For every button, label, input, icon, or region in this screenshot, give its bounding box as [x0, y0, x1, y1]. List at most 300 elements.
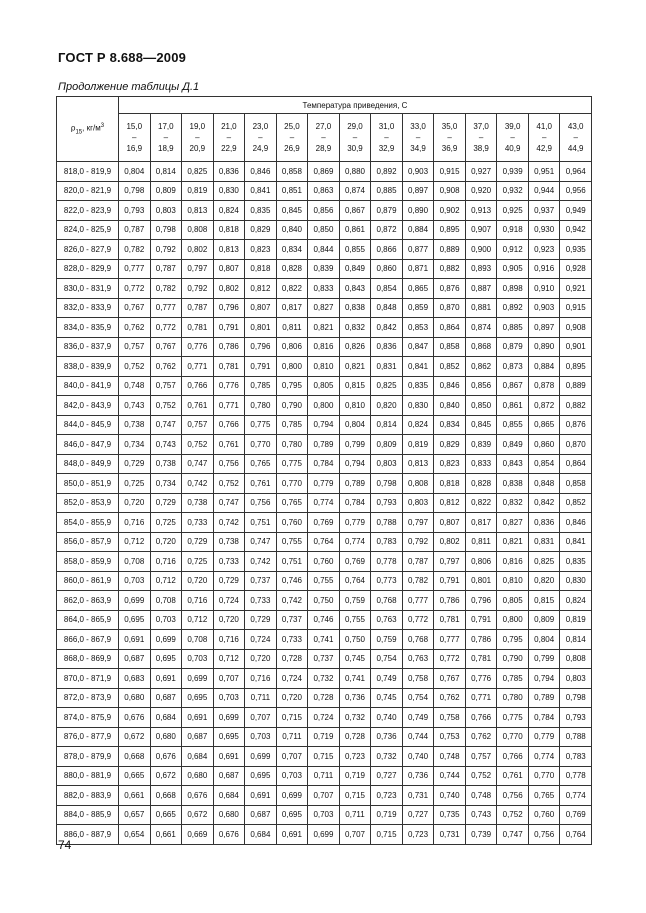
- density-range-cell: 822,0 - 823,9: [57, 201, 119, 221]
- coefficient-cell: 0,708: [182, 630, 214, 650]
- coefficient-cell: 0,699: [245, 747, 277, 767]
- coefficient-cell: 0,930: [528, 220, 560, 240]
- density-range-cell: 830,0 - 831,9: [57, 279, 119, 299]
- coefficient-cell: 0,852: [560, 493, 592, 513]
- coefficient-cell: 0,756: [213, 454, 245, 474]
- density-range-cell: 824,0 - 825,9: [57, 220, 119, 240]
- coefficient-cell: 0,823: [434, 454, 466, 474]
- coefficient-cell: 0,928: [560, 259, 592, 279]
- table-row: [57, 805, 592, 825]
- coefficient-cell: 0,793: [119, 201, 151, 221]
- coefficient-cell: 0,735: [434, 805, 466, 825]
- density-range-cell: 854,0 - 855,9: [57, 513, 119, 533]
- coefficient-cell: 0,775: [497, 708, 529, 728]
- coefficient-cell: 0,707: [276, 747, 308, 767]
- density-range-cell: 848,0 - 849,9: [57, 454, 119, 474]
- coefficient-cell: 0,770: [245, 435, 277, 455]
- coefficient-cell: 0,729: [182, 532, 214, 552]
- coefficient-cell: 0,862: [465, 357, 497, 377]
- density-range-cell: 876,0 - 877,9: [57, 727, 119, 747]
- coefficient-cell: 0,839: [308, 259, 340, 279]
- coefficient-cell: 0,865: [528, 415, 560, 435]
- range-end: 30,9: [347, 144, 363, 153]
- coefficient-cell: 0,747: [182, 454, 214, 474]
- coefficient-cell: 0,752: [213, 474, 245, 494]
- coefficient-cell: 0,856: [308, 201, 340, 221]
- coefficient-cell: 0,752: [119, 357, 151, 377]
- coefficient-cell: 0,804: [119, 162, 151, 182]
- coefficient-cell: 0,920: [465, 181, 497, 201]
- coefficient-cell: 0,830: [213, 181, 245, 201]
- coefficient-cell: 0,781: [182, 318, 214, 338]
- coefficient-cell: 0,699: [150, 630, 182, 650]
- range-start: 41,0: [536, 122, 552, 131]
- coefficient-cell: 0,925: [497, 201, 529, 221]
- coefficient-cell: 0,742: [276, 591, 308, 611]
- coefficient-cell: 0,763: [402, 649, 434, 669]
- coefficient-cell: 0,680: [119, 688, 151, 708]
- coefficient-cell: 0,672: [182, 805, 214, 825]
- coefficient-cell: 0,885: [371, 181, 403, 201]
- coefficient-cell: 0,761: [497, 766, 529, 786]
- coefficient-cell: 0,728: [276, 649, 308, 669]
- coefficient-cell: 0,863: [308, 181, 340, 201]
- coefficient-cell: 0,738: [119, 415, 151, 435]
- density-range-cell: 870,0 - 871,9: [57, 669, 119, 689]
- coefficient-cell: 0,804: [339, 415, 371, 435]
- coefficient-cell: 0,790: [497, 649, 529, 669]
- coefficient-cell: 0,752: [182, 435, 214, 455]
- density-range-cell: 844,0 - 845,9: [57, 415, 119, 435]
- coefficient-cell: 0,842: [528, 493, 560, 513]
- coefficient-cell: 0,699: [213, 708, 245, 728]
- coefficient-cell: 0,672: [119, 727, 151, 747]
- range-start: 19,0: [189, 122, 206, 131]
- coefficient-cell: 0,771: [213, 396, 245, 416]
- table-caption: Продолжение таблицы Д.1: [58, 81, 200, 93]
- coefficient-cell: 0,756: [245, 493, 277, 513]
- coefficient-cell: 0,816: [497, 552, 529, 572]
- coefficient-cell: 0,876: [560, 415, 592, 435]
- coefficient-cell: 0,703: [182, 649, 214, 669]
- coefficient-cell: 0,776: [213, 376, 245, 396]
- coefficient-cell: 0,741: [308, 630, 340, 650]
- coefficient-cell: 0,847: [402, 337, 434, 357]
- table-row: [57, 474, 592, 494]
- coefficient-cell: 0,792: [182, 279, 214, 299]
- coefficient-cell: 0,687: [245, 805, 277, 825]
- temperature-range-header: [339, 114, 371, 162]
- coefficient-cell: 0,746: [308, 610, 340, 630]
- coefficient-cell: 0,769: [339, 552, 371, 572]
- coefficient-cell: 0,719: [339, 766, 371, 786]
- coefficient-cell: 0,874: [339, 181, 371, 201]
- density-range-cell: 842,0 - 843,9: [57, 396, 119, 416]
- coefficient-cell: 0,840: [276, 220, 308, 240]
- coefficient-cell: 0,873: [497, 357, 529, 377]
- coefficient-cell: 0,732: [339, 708, 371, 728]
- coefficient-cell: 0,725: [150, 513, 182, 533]
- coefficient-cell: 0,858: [434, 337, 466, 357]
- coefficient-cell: 0,808: [182, 220, 214, 240]
- coefficient-cell: 0,745: [371, 688, 403, 708]
- coefficient-cell: 0,811: [276, 318, 308, 338]
- coefficient-cell: 0,742: [182, 474, 214, 494]
- coefficient-cell: 0,752: [465, 766, 497, 786]
- coefficient-cell: 0,695: [119, 610, 151, 630]
- temperature-range-header: [528, 114, 560, 162]
- coefficient-cell: 0,743: [119, 396, 151, 416]
- coefficient-cell: 0,913: [465, 201, 497, 221]
- density-range-cell: 832,0 - 833,9: [57, 298, 119, 318]
- temperature-range-row: [57, 114, 592, 162]
- range-end: 26,9: [284, 144, 300, 153]
- coefficient-cell: 0,684: [245, 825, 277, 845]
- range-end: 22,9: [221, 144, 237, 153]
- coefficient-cell: 0,826: [339, 337, 371, 357]
- coefficient-cell: 0,848: [371, 298, 403, 318]
- range-dash: –: [573, 133, 578, 142]
- coefficient-cell: 0,684: [150, 708, 182, 728]
- coefficient-cell: 0,781: [213, 357, 245, 377]
- rho-symbol: ρ: [70, 123, 76, 133]
- coefficient-cell: 0,699: [308, 825, 340, 845]
- coefficient-cell: 0,703: [276, 766, 308, 786]
- range-dash: –: [321, 133, 326, 142]
- coefficient-cell: 0,796: [213, 298, 245, 318]
- coefficient-cell: 0,879: [371, 201, 403, 221]
- coefficient-cell: 0,738: [213, 532, 245, 552]
- coefficient-cell: 0,872: [528, 396, 560, 416]
- coefficient-cell: 0,907: [465, 220, 497, 240]
- coefficient-cell: 0,691: [276, 825, 308, 845]
- coefficient-cell: 0,794: [528, 669, 560, 689]
- coefficient-cell: 0,895: [434, 220, 466, 240]
- coefficient-cell: 0,684: [182, 747, 214, 767]
- coefficient-cell: 0,754: [402, 688, 434, 708]
- table-row: [57, 162, 592, 182]
- coefficient-cell: 0,810: [497, 571, 529, 591]
- coefficient-cell: 0,792: [402, 532, 434, 552]
- coefficient-cell: 0,731: [402, 786, 434, 806]
- coefficient-cell: 0,790: [276, 396, 308, 416]
- coefficient-cell: 0,776: [465, 669, 497, 689]
- coefficient-cell: 0,740: [371, 708, 403, 728]
- coefficient-cell: 0,800: [308, 396, 340, 416]
- table-row: [57, 435, 592, 455]
- density-range-cell: 846,0 - 847,9: [57, 435, 119, 455]
- coefficient-cell: 0,712: [150, 571, 182, 591]
- table-row: [57, 825, 592, 845]
- coefficient-cell: 0,765: [276, 493, 308, 513]
- coefficient-cell: 0,791: [245, 357, 277, 377]
- range-end: 40,9: [504, 144, 521, 153]
- coefficient-cell: 0,716: [245, 669, 277, 689]
- coefficient-cell: 0,748: [119, 376, 151, 396]
- coefficient-cell: 0,833: [308, 279, 340, 299]
- coefficient-cell: 0,736: [371, 727, 403, 747]
- coefficient-cell: 0,833: [465, 454, 497, 474]
- coefficient-cell: 0,665: [150, 805, 182, 825]
- coefficient-cell: 0,676: [213, 825, 245, 845]
- coefficient-cell: 0,819: [402, 435, 434, 455]
- coefficient-cell: 0,787: [182, 298, 214, 318]
- coefficient-cell: 0,724: [276, 669, 308, 689]
- coefficient-cell: 0,784: [339, 493, 371, 513]
- table-row: [57, 532, 592, 552]
- density-range-cell: 858,0 - 859,9: [57, 552, 119, 572]
- coefficient-cell: 0,821: [308, 318, 340, 338]
- coefficient-cell: 0,733: [213, 552, 245, 572]
- coefficient-cell: 0,785: [245, 376, 277, 396]
- coefficient-cell: 0,935: [560, 240, 592, 260]
- coefficient-cell: 0,825: [528, 552, 560, 572]
- coefficient-cell: 0,803: [402, 493, 434, 513]
- range-end: 36,9: [441, 144, 458, 153]
- document-header-title: ГОСТ Р 8.688—2009: [58, 50, 187, 65]
- coefficient-cell: 0,788: [371, 513, 403, 533]
- coefficient-cell: 0,809: [150, 181, 182, 201]
- coefficient-cell: 0,832: [339, 318, 371, 338]
- range-dash: –: [384, 133, 389, 142]
- coefficient-cell: 0,918: [497, 220, 529, 240]
- coefficient-cell: 0,695: [150, 649, 182, 669]
- coefficient-cell: 0,708: [119, 552, 151, 572]
- table-row: [57, 201, 592, 221]
- coefficient-cell: 0,757: [182, 415, 214, 435]
- coefficient-cell: 0,766: [213, 415, 245, 435]
- coefficient-cell: 0,680: [150, 727, 182, 747]
- coefficient-cell: 0,772: [402, 610, 434, 630]
- coefficient-cell: 0,855: [339, 240, 371, 260]
- density-range-cell: 836,0 - 837,9: [57, 337, 119, 357]
- coefficient-cell: 0,839: [465, 435, 497, 455]
- coefficient-cell: 0,814: [560, 630, 592, 650]
- coefficient-cell: 0,672: [150, 766, 182, 786]
- coefficient-cell: 0,846: [434, 376, 466, 396]
- coefficient-cell: 0,715: [371, 825, 403, 845]
- coefficient-cell: 0,853: [402, 318, 434, 338]
- coefficient-cell: 0,703: [245, 727, 277, 747]
- range-start: 25,0: [284, 122, 300, 131]
- coefficient-cell: 0,798: [150, 220, 182, 240]
- coefficient-cell: 0,773: [371, 571, 403, 591]
- coefficient-cell: 0,908: [434, 181, 466, 201]
- coefficient-cell: 0,683: [119, 669, 151, 689]
- density-correction-table: [56, 96, 592, 845]
- coefficient-cell: 0,820: [371, 396, 403, 416]
- coefficient-cell: 0,712: [119, 532, 151, 552]
- temperature-range-header: [465, 114, 497, 162]
- coefficient-cell: 0,739: [465, 825, 497, 845]
- coefficient-cell: 0,880: [339, 162, 371, 182]
- coefficient-cell: 0,840: [434, 396, 466, 416]
- coefficient-cell: 0,691: [182, 708, 214, 728]
- density-range-cell: 820,0 - 821,9: [57, 181, 119, 201]
- range-dash: –: [195, 133, 200, 142]
- coefficient-cell: 0,788: [560, 727, 592, 747]
- coefficient-cell: 0,850: [308, 220, 340, 240]
- density-range-cell: 856,0 - 857,9: [57, 532, 119, 552]
- coefficient-cell: 0,834: [276, 240, 308, 260]
- coefficient-cell: 0,736: [402, 766, 434, 786]
- coefficient-cell: 0,858: [560, 474, 592, 494]
- coefficient-cell: 0,849: [339, 259, 371, 279]
- coefficient-cell: 0,834: [434, 415, 466, 435]
- coefficient-cell: 0,861: [339, 220, 371, 240]
- coefficient-cell: 0,822: [465, 493, 497, 513]
- temperature-header: Температура приведения, С: [119, 97, 592, 114]
- coefficient-cell: 0,767: [434, 669, 466, 689]
- coefficient-cell: 0,774: [308, 493, 340, 513]
- coefficient-cell: 0,748: [434, 747, 466, 767]
- coefficient-cell: 0,876: [434, 279, 466, 299]
- coefficient-cell: 0,665: [119, 766, 151, 786]
- coefficient-cell: 0,764: [339, 571, 371, 591]
- coefficient-cell: 0,802: [434, 532, 466, 552]
- coefficient-cell: 0,729: [150, 493, 182, 513]
- coefficient-cell: 0,784: [528, 708, 560, 728]
- coefficient-cell: 0,807: [245, 298, 277, 318]
- range-dash: –: [226, 133, 232, 142]
- range-end: 38,9: [473, 144, 489, 153]
- coefficient-cell: 0,680: [182, 766, 214, 786]
- coefficient-cell: 0,719: [308, 727, 340, 747]
- table-row: [57, 493, 592, 513]
- coefficient-cell: 0,744: [434, 766, 466, 786]
- coefficient-cell: 0,903: [528, 298, 560, 318]
- coefficient-cell: 0,703: [150, 610, 182, 630]
- coefficient-cell: 0,729: [119, 454, 151, 474]
- coefficient-cell: 0,783: [560, 747, 592, 767]
- coefficient-cell: 0,901: [560, 337, 592, 357]
- range-dash: –: [352, 133, 358, 142]
- rho-subscript: 15: [75, 129, 83, 136]
- coefficient-cell: 0,780: [497, 688, 529, 708]
- coefficient-cell: 0,703: [119, 571, 151, 591]
- table-row: [57, 181, 592, 201]
- coefficient-cell: 0,691: [213, 747, 245, 767]
- coefficient-cell: 0,808: [560, 649, 592, 669]
- coefficient-cell: 0,897: [402, 181, 434, 201]
- coefficient-cell: 0,796: [245, 337, 277, 357]
- coefficient-cell: 0,882: [434, 259, 466, 279]
- coefficient-cell: 0,846: [245, 162, 277, 182]
- table-row: [57, 318, 592, 338]
- coefficient-cell: 0,829: [434, 435, 466, 455]
- coefficient-cell: 0,810: [339, 396, 371, 416]
- coefficient-cell: 0,768: [371, 591, 403, 611]
- coefficient-cell: 0,724: [245, 630, 277, 650]
- coefficient-cell: 0,798: [119, 181, 151, 201]
- coefficient-cell: 0,786: [434, 591, 466, 611]
- coefficient-cell: 0,802: [213, 279, 245, 299]
- density-range-cell: 818,0 - 819,9: [57, 162, 119, 182]
- coefficient-cell: 0,738: [182, 493, 214, 513]
- coefficient-cell: 0,744: [402, 727, 434, 747]
- coefficient-cell: 0,815: [339, 376, 371, 396]
- coefficient-cell: 0,732: [308, 669, 340, 689]
- coefficient-cell: 0,927: [465, 162, 497, 182]
- coefficient-cell: 0,740: [402, 747, 434, 767]
- coefficient-cell: 0,846: [560, 513, 592, 533]
- table-row: [57, 708, 592, 728]
- density-range-cell: 838,0 - 839,9: [57, 357, 119, 377]
- table-body: [57, 162, 592, 845]
- coefficient-cell: 0,724: [213, 591, 245, 611]
- coefficient-cell: 0,794: [339, 454, 371, 474]
- density-range-cell: 878,0 - 879,9: [57, 747, 119, 767]
- coefficient-cell: 0,851: [276, 181, 308, 201]
- coefficient-cell: 0,720: [245, 649, 277, 669]
- density-range-cell: 886,0 - 887,9: [57, 825, 119, 845]
- coefficient-cell: 0,841: [560, 532, 592, 552]
- coefficient-cell: 0,815: [528, 591, 560, 611]
- coefficient-cell: 0,775: [245, 415, 277, 435]
- coefficient-cell: 0,819: [182, 181, 214, 201]
- coefficient-cell: 0,870: [560, 435, 592, 455]
- table-row: [57, 454, 592, 474]
- coefficient-cell: 0,760: [308, 552, 340, 572]
- coefficient-cell: 0,711: [245, 688, 277, 708]
- coefficient-cell: 0,750: [308, 591, 340, 611]
- range-dash: –: [132, 133, 137, 142]
- coefficient-cell: 0,772: [119, 279, 151, 299]
- coefficient-cell: 0,771: [465, 688, 497, 708]
- table-row: [57, 396, 592, 416]
- coefficient-cell: 0,723: [371, 786, 403, 806]
- coefficient-cell: 0,764: [308, 532, 340, 552]
- coefficient-cell: 0,810: [308, 357, 340, 377]
- coefficient-cell: 0,841: [245, 181, 277, 201]
- coefficient-cell: 0,747: [245, 532, 277, 552]
- range-start: 23,0: [252, 122, 269, 131]
- coefficient-cell: 0,814: [150, 162, 182, 182]
- coefficient-cell: 0,763: [371, 610, 403, 630]
- coefficient-cell: 0,720: [150, 532, 182, 552]
- range-end: 18,9: [158, 144, 174, 153]
- coefficient-cell: 0,727: [402, 805, 434, 825]
- coefficient-cell: 0,684: [213, 786, 245, 806]
- coefficient-cell: 0,832: [497, 493, 529, 513]
- coefficient-cell: 0,806: [276, 337, 308, 357]
- coefficient-cell: 0,877: [402, 240, 434, 260]
- coefficient-cell: 0,766: [465, 708, 497, 728]
- table-row: [57, 630, 592, 650]
- coefficient-cell: 0,729: [213, 571, 245, 591]
- coefficient-cell: 0,939: [497, 162, 529, 182]
- coefficient-cell: 0,729: [245, 610, 277, 630]
- coefficient-cell: 0,707: [339, 825, 371, 845]
- table-row: [57, 727, 592, 747]
- coefficient-cell: 0,727: [371, 766, 403, 786]
- coefficient-cell: 0,818: [434, 474, 466, 494]
- range-dash: –: [478, 133, 484, 142]
- coefficient-cell: 0,897: [528, 318, 560, 338]
- coefficient-cell: 0,699: [119, 591, 151, 611]
- coefficient-cell: 0,921: [560, 279, 592, 299]
- coefficient-cell: 0,835: [245, 201, 277, 221]
- coefficient-cell: 0,900: [465, 240, 497, 260]
- coefficient-cell: 0,825: [371, 376, 403, 396]
- temperature-range-header: [434, 114, 466, 162]
- coefficient-cell: 0,798: [560, 688, 592, 708]
- density-range-cell: 872,0 - 873,9: [57, 688, 119, 708]
- table-row: [57, 552, 592, 572]
- coefficient-cell: 0,774: [560, 786, 592, 806]
- table-row: [57, 591, 592, 611]
- coefficient-cell: 0,740: [434, 786, 466, 806]
